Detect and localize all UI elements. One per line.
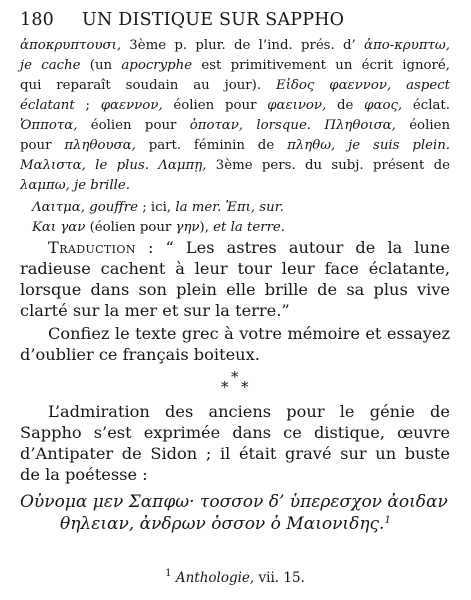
- glossary-line: éclatant ; φαεννον, éolien pour φαεινον, de φαος, éclat.: [20, 98, 450, 113]
- separator-star: *: [221, 378, 229, 396]
- translation-line: lorsque dans son plein elle brille de sa plus vive: [20, 280, 450, 299]
- glossary-line: ἀποκρυπτουσι, 3ème p. plur. de l’ind. prés. d’ ἀπο-κρυπτω,: [20, 38, 450, 53]
- glossary-line: qui reparaît soudain au jour). Εἰδος φαεννον, aspect: [20, 78, 450, 93]
- footnote-text: $^1$ Anthologie, vii. 15.: [165, 568, 305, 586]
- glossary-line: λαμπω, je brille.: [20, 178, 131, 193]
- glossary-line: Λαιτμα, gouffre ; ici, la mer. Ἐπι, sur.: [32, 200, 284, 215]
- verse-line: θηλειαν, ἀνδρων ὁσσον ὁ Μαιονιδης.$^1$: [60, 514, 391, 534]
- advice-line: d’oublier ce français boiteux.: [20, 345, 260, 364]
- translation-label: Traduction: [48, 238, 136, 257]
- footnote-marker: 1: [384, 515, 391, 526]
- translation-line: radieuse cachent à leur tour leur face éclatante,: [20, 259, 450, 278]
- page-number: 180: [20, 10, 55, 30]
- paragraph-line: L’admiration des anciens pour le génie de: [48, 402, 450, 421]
- running-title: UN DISTIQUE SUR SAPPHO: [82, 10, 345, 30]
- paragraph-line: Sappho s’est exprimée dans ce distique, œuvre: [20, 423, 450, 442]
- paragraph-line: de la poétesse :: [20, 465, 148, 484]
- separator-star: *: [241, 378, 249, 396]
- glossary-line: je cache (un apocryphe est primitivement un écrit ignoré,: [20, 58, 450, 73]
- glossary-line: Και γαν (éolien pour γην), et la terre.: [32, 220, 286, 235]
- verse-line: Οὐνομα μεν Σαπφω· τοσσον δ’ ὑπερεσχον ἀοιδαν: [20, 492, 448, 512]
- translation-line: clarté sur la mer et sur la terre.”: [20, 301, 290, 320]
- glossary-line: Ὁπποτα, éolien pour ὁποταν, lorsque. Πληθοισα, éolien: [20, 118, 451, 133]
- glossary-line: pour πληθουσα, part. féminin de πληθω, je suis plein.: [20, 138, 450, 153]
- running-header: [20, 10, 450, 34]
- advice-line: Confiez le texte grec à votre mémoire et essayez: [48, 324, 450, 343]
- separator-star: *: [231, 368, 239, 386]
- translation-line: Traduction : “ Les astres autour de la lune: [48, 238, 450, 257]
- glossary-line: Μαλιστα, le plus. Λαμπῃ, 3ème pers. du subj. présent de: [20, 158, 450, 173]
- paragraph-line: d’Antipater de Sidon ; il était gravé sur un buste: [20, 444, 450, 463]
